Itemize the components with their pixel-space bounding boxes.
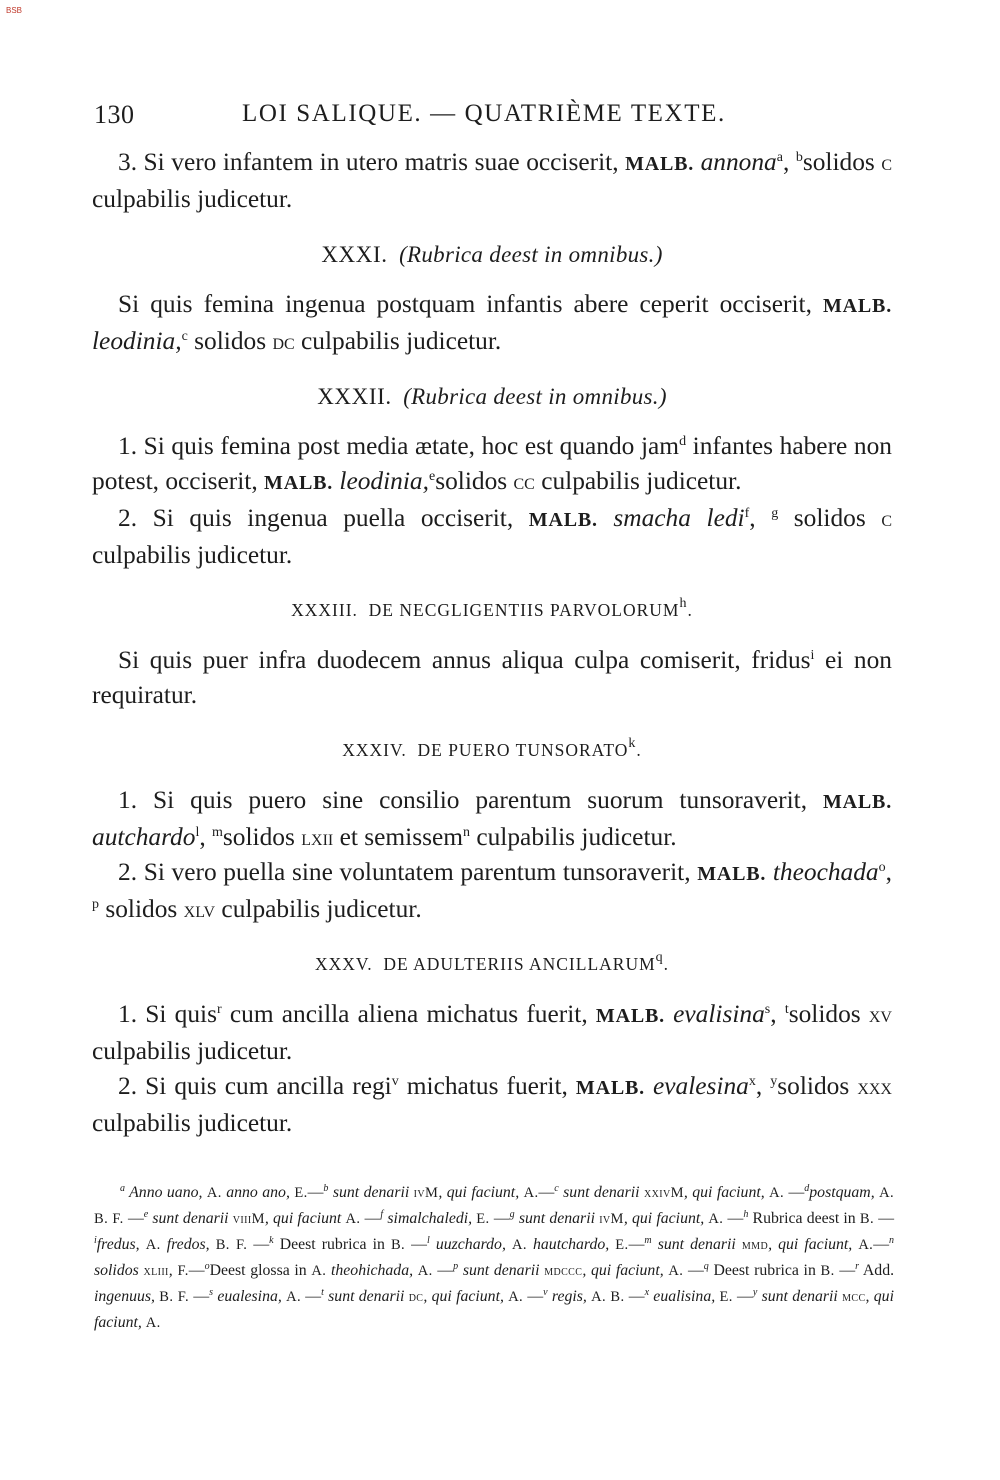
footnote-number: ivM <box>599 1211 624 1227</box>
footnotes <box>94 1180 894 1336</box>
malberg-gloss: smacha ledi <box>613 504 745 532</box>
running-title: LOI SALIQUE. — QUATRIÈME TEXTE. <box>242 100 726 127</box>
footnote-mark: e <box>143 1209 149 1220</box>
text-span: culpabilis judicetur. <box>469 823 677 851</box>
footnote-text: sunt denarii <box>328 1184 414 1201</box>
manuscript-siglum: E. <box>294 1185 308 1201</box>
footnote-text: hautchardo, <box>533 1236 616 1253</box>
footnote-mark: m <box>644 1235 652 1246</box>
footnote-mark: k <box>269 1235 274 1246</box>
footnote-mark: t <box>321 1287 324 1298</box>
text-span: , <box>782 148 796 176</box>
article-number: 1. <box>118 1000 138 1028</box>
text-span: . <box>663 954 670 974</box>
manuscript-siglum: A. <box>708 1211 724 1227</box>
footnote-mark: i <box>94 1235 97 1246</box>
text-span: culpabilis judicetur. <box>92 185 293 213</box>
footnote-number: mmd <box>741 1237 769 1253</box>
malberg-marker: MALB. <box>697 863 767 885</box>
amount: xv <box>868 1002 892 1027</box>
footnote-mark: h <box>743 1209 749 1220</box>
footnote-text: Deest rubrica in <box>708 1262 821 1279</box>
footnote-text: sunt denarii <box>323 1288 409 1305</box>
footnote-ref: c <box>181 329 188 344</box>
footnote-text: postquam, <box>809 1184 880 1201</box>
manuscript-siglum: A. <box>508 1289 524 1305</box>
footnote-ref: d <box>679 434 687 449</box>
text-span: Si quis ingenua puella occiserit, <box>137 504 529 532</box>
article-paragraph <box>92 145 892 217</box>
footnote-mark: g <box>509 1209 515 1220</box>
footnote-mark: d <box>804 1183 810 1194</box>
section-rubric: (Rubrica deest in omnibus.) <box>403 384 667 409</box>
manuscript-siglum: E. <box>476 1211 490 1227</box>
section-number: XXXV. <box>314 954 373 974</box>
article-paragraph <box>92 643 892 713</box>
footnote-text: Anno uano, <box>125 1184 207 1201</box>
footnote-text: , qui faciunt, <box>768 1236 859 1253</box>
footnote-ref: t <box>784 1002 789 1017</box>
footnote-mark: s <box>209 1287 214 1298</box>
text-span: , <box>749 504 772 532</box>
footnote-text: solidos <box>94 1262 144 1279</box>
text-span: solidos <box>778 504 882 532</box>
section-title: DE ADULTERIIS ANCILLARUM <box>383 954 656 974</box>
text-span: infantes habere non potest, occiserit, <box>92 432 892 495</box>
library-stamp: BSB <box>6 6 23 15</box>
manuscript-siglum: B. <box>390 1237 406 1253</box>
footnote-ref: a <box>776 150 783 165</box>
footnote-text: sunt denarii <box>651 1236 742 1253</box>
amount: xlv <box>183 897 216 922</box>
footnote-text: Deest rubrica in <box>273 1236 391 1253</box>
text-span: solidos <box>788 1000 869 1028</box>
text-span: culpabilis judicetur. <box>92 541 293 569</box>
footnote-ref: i <box>810 648 815 663</box>
text-span: Si vero infantem in utero matris suae occiserit, <box>137 148 626 176</box>
manuscript-siglum: E. <box>719 1289 733 1305</box>
footnote-mark: a <box>120 1183 125 1194</box>
running-header <box>94 100 894 140</box>
manuscript-siglum: A. <box>523 1185 539 1201</box>
footnote-ref: k <box>628 736 637 751</box>
footnote-text: fredus, <box>96 1236 146 1253</box>
footnote-mark: o <box>204 1261 210 1272</box>
manuscript-siglum: F. <box>177 1263 189 1279</box>
article-paragraph <box>92 855 892 927</box>
manuscript-siglum: B. F. <box>215 1237 248 1253</box>
section-number: XXXII. <box>317 384 392 409</box>
text-span: Si quis femina ingenua postquam infantis abere ceperit occiserit, <box>118 290 823 318</box>
text-span: culpabilis judicetur. <box>215 895 422 923</box>
footnote-number: xliii <box>143 1263 169 1279</box>
malberg-gloss: leodinia, <box>92 327 182 355</box>
footnote-mark: c <box>554 1183 559 1194</box>
footnote-text: Add. <box>859 1262 895 1279</box>
footnote-ref: b <box>795 150 803 165</box>
text-span: Si vero puella sine voluntatem parentum tunsoraverit, <box>137 858 698 886</box>
section-rubric: (Rubrica deest in omnibus.) <box>399 242 663 267</box>
footnote-mark: y <box>752 1287 758 1298</box>
malberg-marker: MALB. <box>595 1005 665 1027</box>
text-span: . <box>687 600 693 620</box>
footnote-ref: l <box>195 825 200 840</box>
article-paragraph <box>92 287 892 359</box>
footnote-number: ivM <box>413 1185 439 1201</box>
article-number: 1. <box>118 786 138 814</box>
footnote-mark: n <box>889 1235 895 1246</box>
footnote-text: , qui faciunt, <box>94 1288 894 1331</box>
footnote-ref: o <box>878 860 886 875</box>
text-span: ei non requiratur. <box>92 646 892 709</box>
text-span: culpabilis judicetur. <box>294 327 502 355</box>
manuscript-siglum: A. B. <box>591 1289 625 1305</box>
malberg-marker: MALB. <box>264 472 334 494</box>
footnote-text: , qui faciunt, <box>582 1262 669 1279</box>
section-title: DE PUERO TUNSORATO <box>417 740 629 760</box>
manuscript-siglum: A. <box>858 1237 874 1253</box>
text-span: Si quis femina post media ætate, hoc est quando jam <box>137 432 680 460</box>
text-span: solidos <box>187 327 273 355</box>
manuscript-siglum: B. <box>859 1211 875 1227</box>
footnote-ref: m <box>212 825 223 840</box>
malberg-gloss: evalesina <box>652 1072 749 1100</box>
footnote-ref: n <box>462 825 470 840</box>
article-paragraph <box>92 1069 892 1141</box>
footnote-text: theohichada, <box>326 1262 418 1279</box>
manuscript-siglum: A. B. F. <box>94 1185 894 1227</box>
manuscript-siglum: A. <box>512 1237 527 1253</box>
text-span: et semissem <box>333 823 463 851</box>
footnote-block: $^a$ Anno uano, A. anno ano, E.—$^b$ sunt denarii ivM, qui faciunt, A.—$^c$ sunt denarii xxivM, qui faciunt, A. —$^d$postquam, A. B. F. —$^e$ sunt denarii viiiM, qui faciunt A. —$^f$ simalchaledi, E. —$^g$ sunt denarii ivM, qui faciunt, A. —$^h$ Rubrica deest in B. —$^i$fredus, A. fredos, B. F. —$^k$ Deest rubrica in B. —$^l$ uuzchardo, A. hautchardo, E.—$^m$ sunt denarii mmd, qui faciunt, A.—$^n$ solidos xliii, F.—$^o$Deest glossa in A. theohichada, A. —$^p$ sunt denarii mdccc, qui faciunt, A. —$^q$ Deest rubrica in B. —$^r$ Add. ingenuus, B. F. —$^s$ eualesina, A. —$^t$ sunt denarii dc, qui faciunt, A. —$^v$ regis, A. B. —$^x$ eualisina, E. —$^y$ sunt denarii mcc, qui faciunt, A. <box>94 1183 895 1331</box>
article-number: 2. <box>118 858 138 886</box>
footnote-ref: p <box>92 897 99 912</box>
footnote-mark: q <box>703 1261 709 1272</box>
article-paragraph <box>92 783 892 855</box>
amount: c <box>881 506 892 531</box>
article-paragraph <box>92 997 892 1069</box>
footnote-mark: r <box>855 1261 860 1272</box>
text-span: , <box>770 1000 785 1028</box>
text-span: , <box>199 823 213 851</box>
footnote-text: , qui faciunt <box>264 1210 346 1227</box>
amount: lxii <box>301 825 334 850</box>
text-span: solidos <box>99 895 184 923</box>
footnote-text: sunt denarii <box>558 1184 644 1201</box>
section-heading <box>92 379 892 414</box>
section-title: DE NECGLIGENTIIS PARVOLORUM <box>368 600 680 620</box>
section-heading <box>92 733 892 768</box>
footnote-text: Deest glossa in <box>209 1262 312 1279</box>
footnote-mark: f <box>380 1209 384 1220</box>
footnote-mark: p <box>453 1261 459 1272</box>
footnote-ref: e <box>428 469 436 484</box>
footnote-text: ingenuus <box>94 1288 152 1305</box>
footnote-text: uuzchardo, <box>429 1236 512 1253</box>
footnote-ref: g <box>771 506 779 521</box>
manuscript-siglum: B. F. <box>159 1289 190 1305</box>
footnote-text: , qui faciunt, <box>623 1210 709 1227</box>
malberg-marker: MALB. <box>823 295 892 317</box>
text-span: solidos <box>222 823 302 851</box>
section-number: XXXI. <box>321 242 388 267</box>
text-span: . <box>636 740 642 760</box>
amount: cc <box>513 469 535 494</box>
section-heading <box>92 947 892 982</box>
malberg-marker: MALB. <box>575 1077 645 1099</box>
footnote-text: , <box>168 1262 178 1279</box>
footnote-mark: b <box>323 1183 329 1194</box>
main-text <box>92 145 892 1141</box>
page-number: 130 <box>94 100 135 129</box>
manuscript-siglum: A. <box>311 1263 327 1279</box>
footnote-text: eualesina, <box>213 1288 287 1305</box>
text-span: Si quis cum ancilla regi <box>137 1072 392 1100</box>
footnote-ref: r <box>216 1002 222 1017</box>
amount: dc <box>272 329 295 354</box>
malberg-gloss: evalisina <box>673 1000 765 1028</box>
footnote-text: Rubrica deest in <box>748 1210 860 1227</box>
article-paragraph <box>92 501 892 573</box>
footnote-ref: s <box>764 1002 771 1017</box>
text-span: , <box>755 1072 771 1100</box>
footnote-text: sunt denarii <box>514 1210 600 1227</box>
footnote-number: mcc <box>842 1289 866 1305</box>
section-heading <box>92 237 892 272</box>
footnote-mark: l <box>426 1235 430 1246</box>
footnote-text: sunt denarii <box>458 1262 545 1279</box>
footnote-number: dc <box>408 1289 424 1305</box>
footnote-text: fredos, <box>160 1236 216 1253</box>
footnote-text: , <box>151 1288 160 1305</box>
footnote-text: , qui faciunt, <box>683 1184 770 1201</box>
malberg-gloss: leodinia, <box>339 467 429 495</box>
footnote-text: simalchaledi, <box>383 1210 477 1227</box>
manuscript-siglum: A. <box>668 1263 684 1279</box>
malberg-gloss: annona <box>700 148 777 176</box>
footnote-ref: f <box>744 506 750 521</box>
footnote-ref: v <box>391 1074 399 1089</box>
footnote-text: sunt denarii <box>757 1288 843 1305</box>
manuscript-siglum: A. <box>286 1289 302 1305</box>
text-span: , <box>885 858 892 886</box>
text-span: solidos <box>802 148 882 176</box>
manuscript-siglum: B. <box>820 1263 835 1279</box>
footnote-text: regis, <box>547 1288 592 1305</box>
text-span: solidos <box>435 467 514 495</box>
malberg-marker: MALB. <box>528 509 598 531</box>
malberg-marker: MALB. <box>625 153 695 175</box>
manuscript-siglum: A. <box>145 1237 161 1253</box>
text-span: Si quis <box>137 1000 217 1028</box>
section-number: XXXIII. <box>291 600 358 620</box>
malberg-gloss: autchardo <box>92 823 196 851</box>
footnote-text: sunt denarii <box>148 1210 233 1227</box>
footnote-ref: x <box>748 1074 756 1089</box>
text-span: culpabilis judicetur. <box>92 1037 293 1065</box>
article-number: 2. <box>118 1072 138 1100</box>
article-number: 2. <box>118 504 138 532</box>
manuscript-siglum: A. <box>769 1185 785 1201</box>
text-span: Si quis puer infra duodecem annus aliqua culpa comiserit, fridus <box>118 646 811 674</box>
text-span: culpabilis judicetur. <box>534 467 742 495</box>
footnote-ref: h <box>679 596 688 611</box>
text-span: culpabilis judicetur. <box>92 1109 293 1137</box>
manuscript-siglum: E. <box>615 1237 629 1253</box>
malberg-gloss: theochada <box>772 858 879 886</box>
manuscript-siglum: A. <box>145 1315 161 1331</box>
amount: c <box>881 150 892 175</box>
manuscript-siglum: A. <box>417 1263 433 1279</box>
footnote-text: , qui faciunt, <box>438 1184 524 1201</box>
section-number: XXXIV. <box>342 740 407 760</box>
text-span: michatus fuerit, <box>398 1072 576 1100</box>
footnote-number: xxivM <box>643 1185 684 1201</box>
manuscript-siglum: A. <box>345 1211 361 1227</box>
footnote-text: , qui faciunt, <box>423 1288 509 1305</box>
footnote-number: mdccc <box>544 1263 583 1279</box>
text-span: cum ancilla aliena michatus fuerit, <box>221 1000 596 1028</box>
malberg-marker: MALB. <box>823 791 892 813</box>
article-paragraph <box>92 429 892 501</box>
text-span: solidos <box>777 1072 858 1100</box>
manuscript-siglum: A. <box>206 1185 222 1201</box>
article-number: 1. <box>118 432 138 460</box>
footnote-ref: y <box>770 1074 778 1089</box>
footnote-text: anno ano, <box>221 1184 295 1201</box>
article-number: 3. <box>118 148 138 176</box>
amount: xxx <box>857 1074 892 1099</box>
footnote-mark: x <box>644 1287 650 1298</box>
footnote-ref: q <box>655 950 664 965</box>
footnote-mark: v <box>543 1287 548 1298</box>
text-span: Si quis puero sine consilio parentum suorum tunsoraverit, <box>137 786 823 814</box>
footnote-number: viiiM <box>232 1211 265 1227</box>
footnote-text: eualisina, <box>649 1288 720 1305</box>
section-heading <box>92 593 892 628</box>
